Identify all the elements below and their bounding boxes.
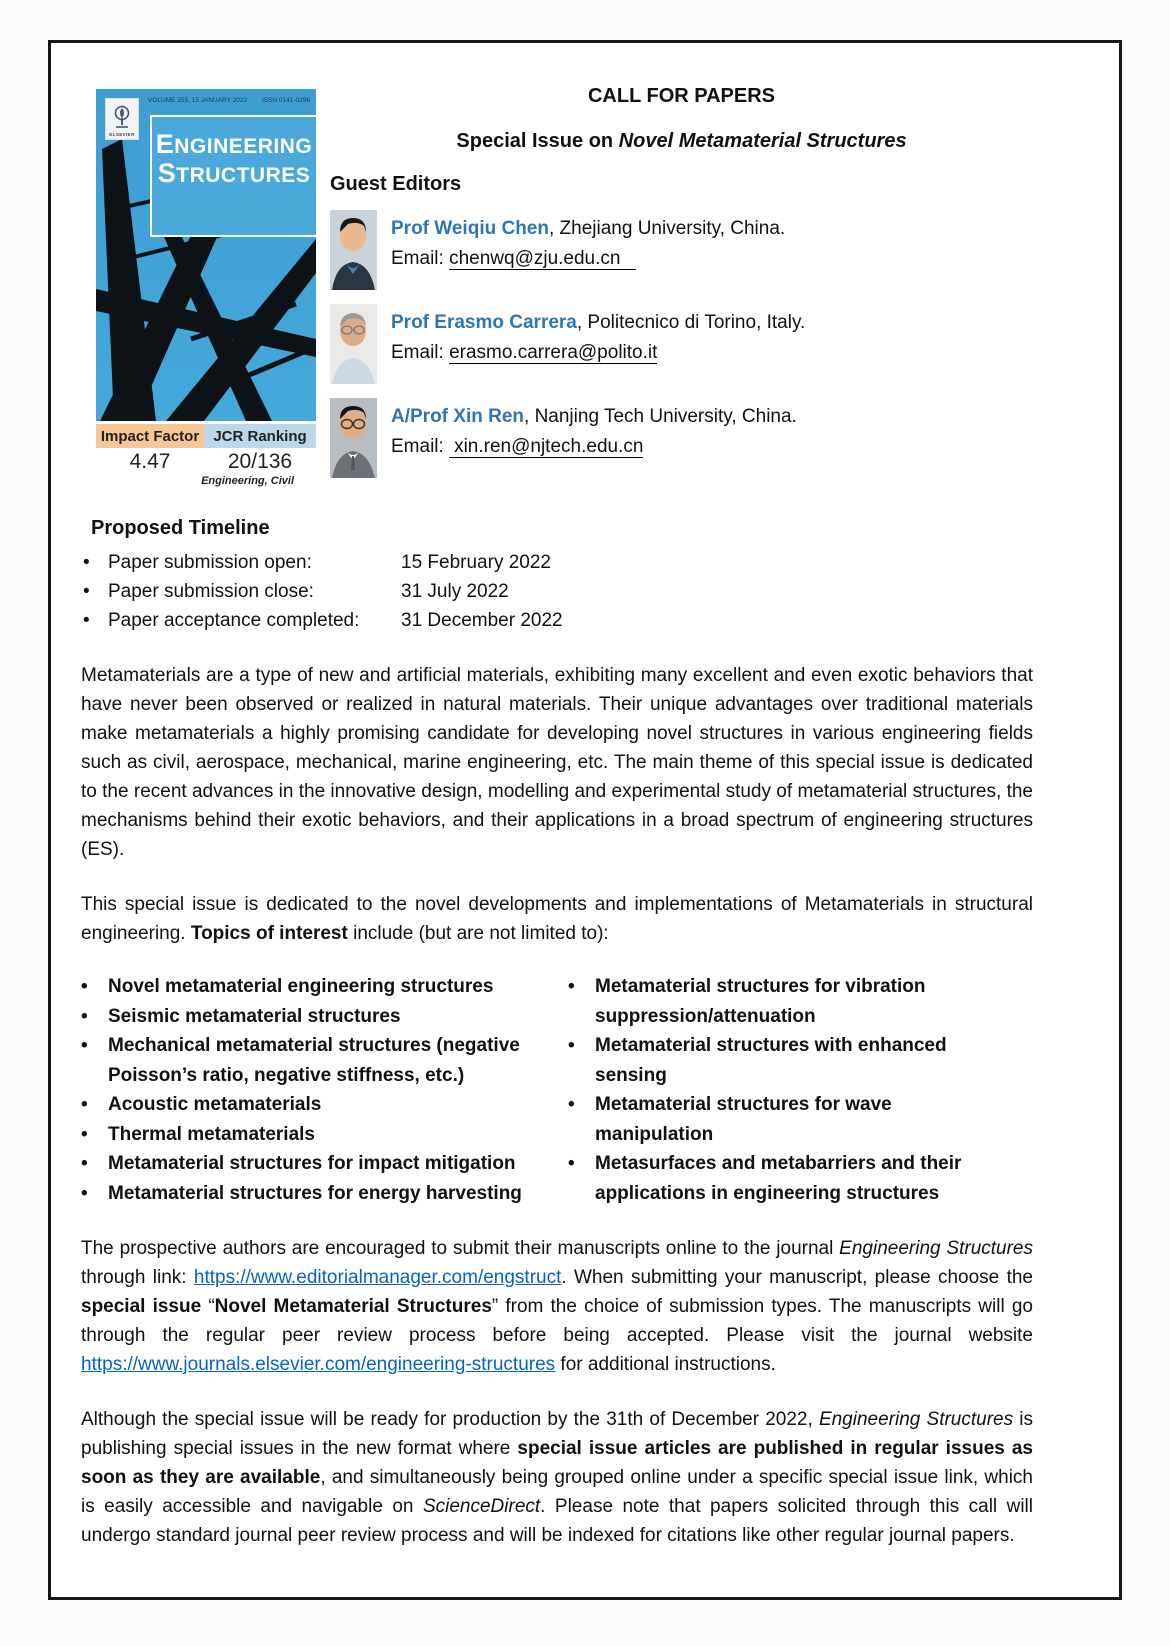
inline-link[interactable]: https://www.editorialmanager.com/engstruct [193, 1267, 562, 1288]
bullet-icon: • [81, 1123, 88, 1145]
bullet-icon: • [568, 976, 575, 997]
editor-row [330, 396, 1033, 478]
jcr-ranking-label: JCR Ranking [204, 424, 316, 448]
email-label: Email: [391, 342, 450, 363]
bullet-icon: • [83, 610, 90, 631]
special-issue-prefix: Special Issue on [456, 130, 619, 152]
timeline-heading: Proposed Timeline [91, 517, 270, 539]
editor-name: Prof Weiqiu Chen [391, 218, 549, 239]
editor-affiliation: , Politecnico di Torino, Italy. [576, 312, 806, 333]
text-segment: Engineering Structures [818, 1409, 1014, 1430]
editor-email-line [391, 432, 797, 462]
email-link[interactable]: erasmo.carrera@polito.it [449, 342, 658, 363]
editor-photo [330, 304, 377, 384]
bullet-icon: • [568, 1094, 575, 1115]
elsevier-logo [105, 98, 139, 140]
timeline-label: Paper submission open: [108, 552, 312, 573]
topics-left-column [81, 972, 568, 1208]
header-column [330, 85, 1033, 478]
bullet-icon: • [568, 1153, 575, 1174]
editor-row [330, 302, 1033, 384]
timeline-date: 31 July 2022 [401, 581, 509, 602]
editor-email-line [391, 338, 805, 368]
editor-info [391, 396, 797, 478]
editor-email-line [391, 244, 785, 274]
bullet-icon: • [81, 1182, 88, 1204]
topics-right-column [568, 972, 963, 1208]
editor-affiliation: , Zhejiang University, China. [548, 218, 786, 239]
proposed-timeline [81, 517, 1033, 635]
impact-factor-value: 4.47 [129, 450, 171, 473]
text-segment: This special issue is dedicated to the novel developments and implementations of Metamaterials in structural engineering. [81, 894, 1033, 944]
bullet-icon: • [81, 1153, 88, 1174]
intro-paragraph [81, 661, 1033, 864]
jcr-ranking-value: 20/136 [227, 450, 293, 473]
text-segment: Topics of interest [190, 923, 348, 944]
editor-affiliation: , Nanjing Tech University, China. [524, 406, 797, 427]
editor-photo [330, 398, 377, 478]
editor-name: A/Prof Xin Ren [391, 406, 525, 427]
text-segment: ” from the choice of submission types. The manuscripts will go through the regular peer review process before being accepted. Please visit the journal website [81, 1296, 1033, 1346]
topic-item: • Metamaterial structures for vibration suppression/attenuation [568, 972, 963, 1031]
email-label: Email: [391, 436, 450, 457]
bullet-icon: • [81, 976, 88, 997]
editor-row [330, 208, 1033, 290]
topics-lists [81, 972, 1033, 1208]
text-segment: ScienceDirect [422, 1496, 541, 1517]
timeline-label: Paper acceptance completed: [108, 610, 360, 631]
cover-volume: VOLUME 255, 15 JANUARY 2022 [148, 97, 248, 104]
timeline-item [81, 577, 1033, 606]
topic-item: • Metamaterial structures for impact mitigation [81, 1149, 568, 1179]
impact-factor-label: Impact Factor [96, 424, 204, 448]
bullet-icon: • [568, 1035, 575, 1056]
bullet-icon: • [83, 552, 90, 573]
bullet-icon: • [81, 1094, 88, 1115]
timeline-date: 31 December 2022 [401, 610, 563, 631]
topics-intro-paragraph [81, 890, 1033, 948]
email-link[interactable]: xin.ren@njtech.edu.cn [449, 436, 643, 458]
inline-link[interactable]: https://www.journals.elsevier.com/engineering-structures [81, 1354, 556, 1375]
text-segment: . When submitting your manuscript, please choose the [561, 1267, 1033, 1288]
editor-photo [330, 210, 377, 290]
bullet-icon: • [83, 581, 90, 602]
publication-format-paragraph [81, 1405, 1033, 1550]
text-segment: Although the special issue will be ready for production by the 31th of December 2022, [81, 1409, 819, 1430]
journal-title-box [150, 115, 316, 237]
timeline-label: Paper submission close: [108, 581, 314, 602]
email-label: Email: [391, 248, 450, 269]
topic-item: • Metamaterial structures with enhanced sensing [568, 1031, 963, 1090]
editor-name-line [391, 402, 797, 432]
text-segment: for additional instructions. [555, 1354, 776, 1375]
elsevier-wordmark: ELSEVIER [109, 132, 135, 137]
special-issue-name: Novel Metamaterial Structures [618, 130, 907, 152]
cover-issn: ISSN 0141-0296 [261, 97, 310, 104]
journal-metrics [96, 424, 316, 487]
guest-editors-heading: Guest Editors [330, 173, 462, 195]
editor-info [391, 302, 805, 384]
text-segment: Novel Metamaterial Structures [214, 1296, 492, 1317]
topic-item: • Novel metamaterial engineering structures [81, 972, 568, 1002]
text-segment: . Please note that papers solicited through this call will undergo standard journal peer review process and will be indexed for citations like other regular journal papers. [81, 1496, 1033, 1546]
journal-title-line2: STRUCTURES [157, 158, 311, 188]
top-section [81, 85, 1033, 487]
timeline-item [81, 548, 1033, 577]
text-segment: , and simultaneously being grouped online under a specific special issue link, which is easily accessible and navigable on [81, 1467, 1033, 1517]
elsevier-tree-icon [112, 105, 132, 131]
text-segment: “ [201, 1296, 215, 1317]
document-page [48, 40, 1122, 1600]
editor-info [391, 208, 785, 290]
text-segment: The prospective authors are encouraged to submit their manuscripts online to the journal [81, 1238, 840, 1259]
topic-item: • Seismic metamaterial structures [81, 1002, 568, 1032]
topic-item: • Metasurfaces and metabarriers and their applications in engineering structures [568, 1149, 963, 1208]
special-issue-title [330, 130, 1033, 153]
text-segment: special issue [81, 1296, 202, 1317]
editor-name-line [391, 308, 805, 338]
bullet-icon: • [81, 1035, 88, 1056]
submission-paragraph [81, 1234, 1033, 1379]
text-segment: Metamaterials are a type of new and artificial materials, exhibiting many excellent and even exotic behaviors that have never been observed or realized in natural materials. Their unique advantages over traditional materials make metamaterials a highly promising candidate for developing novel structures in various engineering fields such as civil, aerospace, mechanical, marine engineering, etc. The main theme of this special issue is dedicated to the recent advances in the innovative design, modelling and experimental study of metamaterial structures, the mechanisms behind their exotic behaviors, and their applications in a broad spectrum of engineering structures (ES). [81, 665, 1033, 860]
text-segment: include (but are not limited to): [347, 923, 609, 944]
text-segment: is publishing special issues in the new format where [81, 1409, 1034, 1459]
timeline-date: 15 February 2022 [401, 552, 551, 573]
topic-item: • Thermal metamaterials [81, 1120, 568, 1150]
journal-title-line1: ENGINEERING [155, 129, 313, 159]
topic-item: • Mechanical metamaterial structures (negative Poisson’s ratio, negative stiffness, etc.) [81, 1031, 568, 1090]
call-for-papers-title: CALL FOR PAPERS [587, 85, 776, 107]
editor-name: Prof Erasmo Carrera [391, 312, 577, 333]
bullet-icon: • [81, 1005, 88, 1027]
text-segment: Engineering Structures [839, 1238, 1034, 1259]
topic-item: • Acoustic metamaterials [81, 1090, 568, 1120]
timeline-item [81, 606, 1033, 635]
text-segment: through link: [81, 1267, 194, 1288]
cover-meta-line [148, 97, 310, 104]
journal-cover-block [96, 89, 316, 487]
text-segment: special issue articles are published in regular issues as soon as they are available [81, 1438, 1033, 1488]
editor-name-line [391, 214, 785, 244]
jcr-category: Engineering, Civil [201, 475, 294, 487]
topic-item: • Metamaterial structures for wave manipulation [568, 1090, 963, 1149]
email-link[interactable]: chenwq@zju.edu.cn [449, 248, 636, 270]
topic-item: • Metamaterial structures for energy harvesting [81, 1179, 568, 1209]
journal-cover-image [96, 89, 316, 421]
